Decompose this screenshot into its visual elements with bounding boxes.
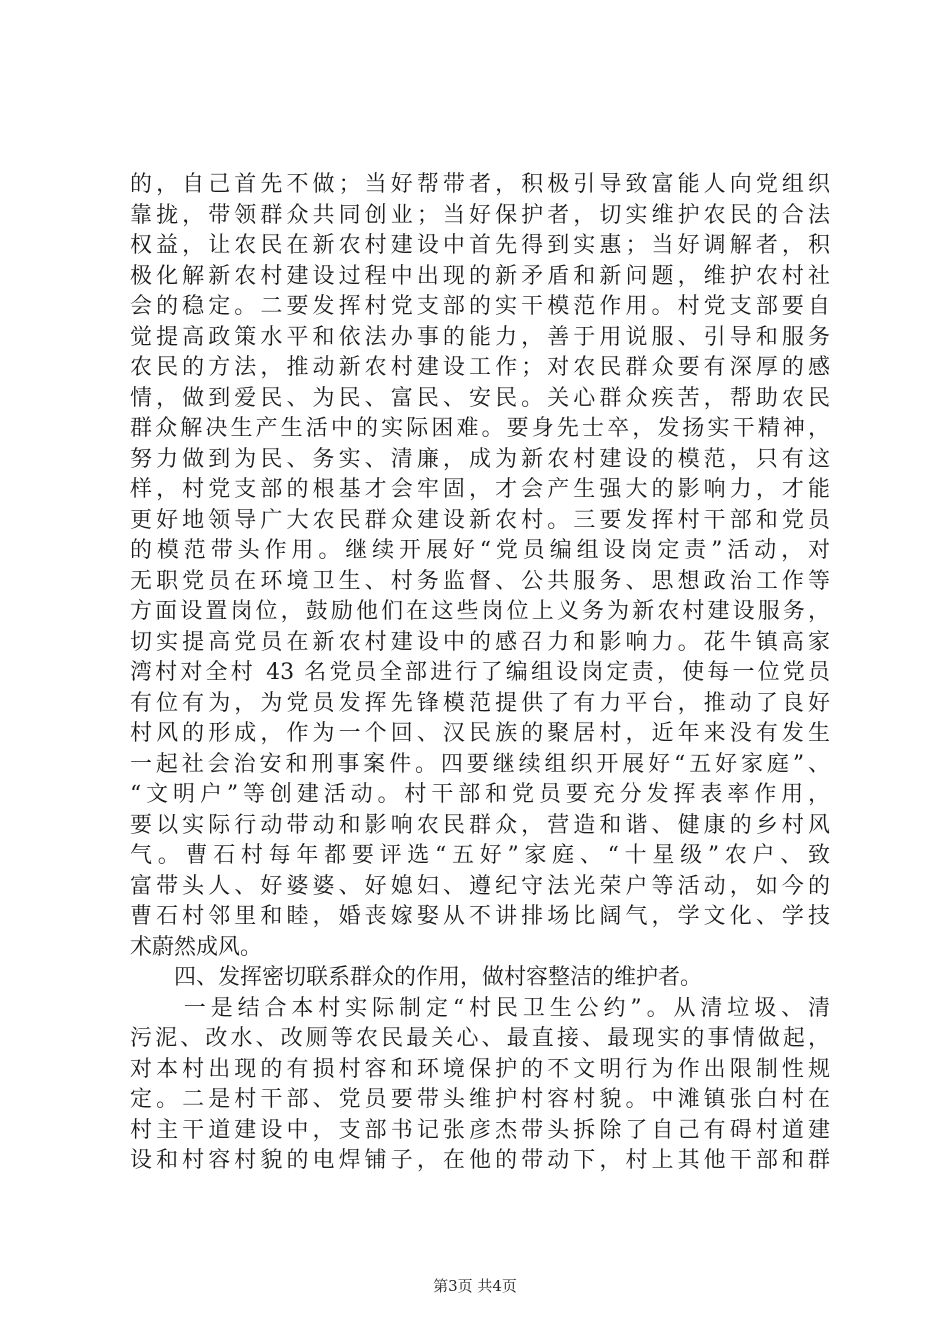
body-text-line: 湾村对全村 43 名党员全部进行了编组设岗定责，使每一位党员 [130,660,830,685]
body-text-line: 污泥、改水、改厕等农民最关心、最直接、最现实的事情做起， [130,1026,830,1051]
body-text-line: “文明户”等创建活动。村干部和党员要充分发挥表率作用， [130,782,830,807]
body-text-line: 的模范带头作用。继续开展好“党员编组设岗定责”活动，对 [130,538,830,563]
body-text-line: 曹石村邻里和睦，婚丧嫁娶从不讲排场比阔气，学文化、学技 [130,904,830,929]
body-text-line: 靠拢，带领群众共同创业；当好保护者，切实维护农民的合法 [130,202,830,228]
body-text-line: 会的稳定。二要发挥村党支部的实干模范作用。村党支部要自 [130,294,830,319]
body-text-line: 农民的方法，推动新农村建设工作；对农民群众要有深厚的感 [130,355,830,380]
body-text-line: 权益，让农民在新农村建设中首先得到实惠；当好调解者，积 [130,233,830,258]
body-text-line: 样，村党支部的根基才会牢固，才会产生强大的影响力，才能 [130,477,830,502]
body-text-line: 极化解新农村建设过程中出现的新矛盾和新问题，维护农村社 [130,263,830,289]
body-text-line: 情，做到爱民、为民、富民、安民。关心群众疾苦，帮助农民 [130,385,830,411]
body-text-line: 一起社会治安和刑事案件。四要继续组织开展好“五好家庭”、 [130,751,830,777]
body-text-line: 村风的形成，作为一个回、汉民族的聚居村，近年来没有发生 [130,721,830,746]
body-text-line: 要以实际行动带动和影响农民群众，营造和谐、健康的乡村风 [130,812,830,838]
body-text-line: 定。二是村干部、党员要带头维护村容村貌。中滩镇张白村在 [130,1087,830,1112]
body-text-line: 气。曹石村每年都要评选“五好”家庭、“十星级”农户、致 [130,843,830,868]
section-heading: 四、发挥密切联系群众的作用，做村容整洁的维护者。 [130,965,703,990]
body-text-line: 的，自己首先不做；当好帮带者，积极引导致富能人向党组织 [130,172,830,197]
body-text-line: 方面设置岗位，鼓励他们在这些岗位上义务为新农村建设服务， [130,599,830,624]
body-text-line: 切实提高党员在新农村建设中的感召力和影响力。花牛镇高家 [130,629,830,655]
body-text-line: 群众解决生产生活中的实际困难。要身先士卒，发扬实干精神， [130,416,830,441]
body-text-line: 一是结合本村实际制定“村民卫生公约”。从清垃圾、清 [130,995,830,1021]
body-text-line: 更好地领导广大农民群众建设新农村。三要发挥村干部和党员 [130,507,830,533]
body-text-line: 术蔚然成风。 [130,934,263,960]
body-text-line: 设和村容村貌的电焊铺子，在他的带动下，村上其他干部和群 [130,1148,830,1173]
body-text-line: 对本村出现的有损村容和环境保护的不文明行为作出限制性规 [130,1056,830,1082]
body-text-line: 有位有为，为党员发挥先锋模范提供了有力平台，推动了良好 [130,690,830,716]
body-text-line: 无职党员在环境卫生、村务监督、公共服务、思想政治工作等 [130,568,830,594]
body-text-line: 村主干道建设中，支部书记张彦杰带头拆除了自己有碍村道建 [130,1117,830,1143]
body-text-line: 觉提高政策水平和依法办事的能力，善于用说服、引导和服务 [130,324,830,350]
body-text-line: 富带头人、好婆婆、好媳妇、遵纪守法光荣户等活动，如今的 [130,873,830,899]
page-footer: 第3页 共4页 [433,1277,517,1295]
body-text-line: 努力做到为民、务实、清廉，成为新农村建设的模范，只有这 [130,446,830,472]
